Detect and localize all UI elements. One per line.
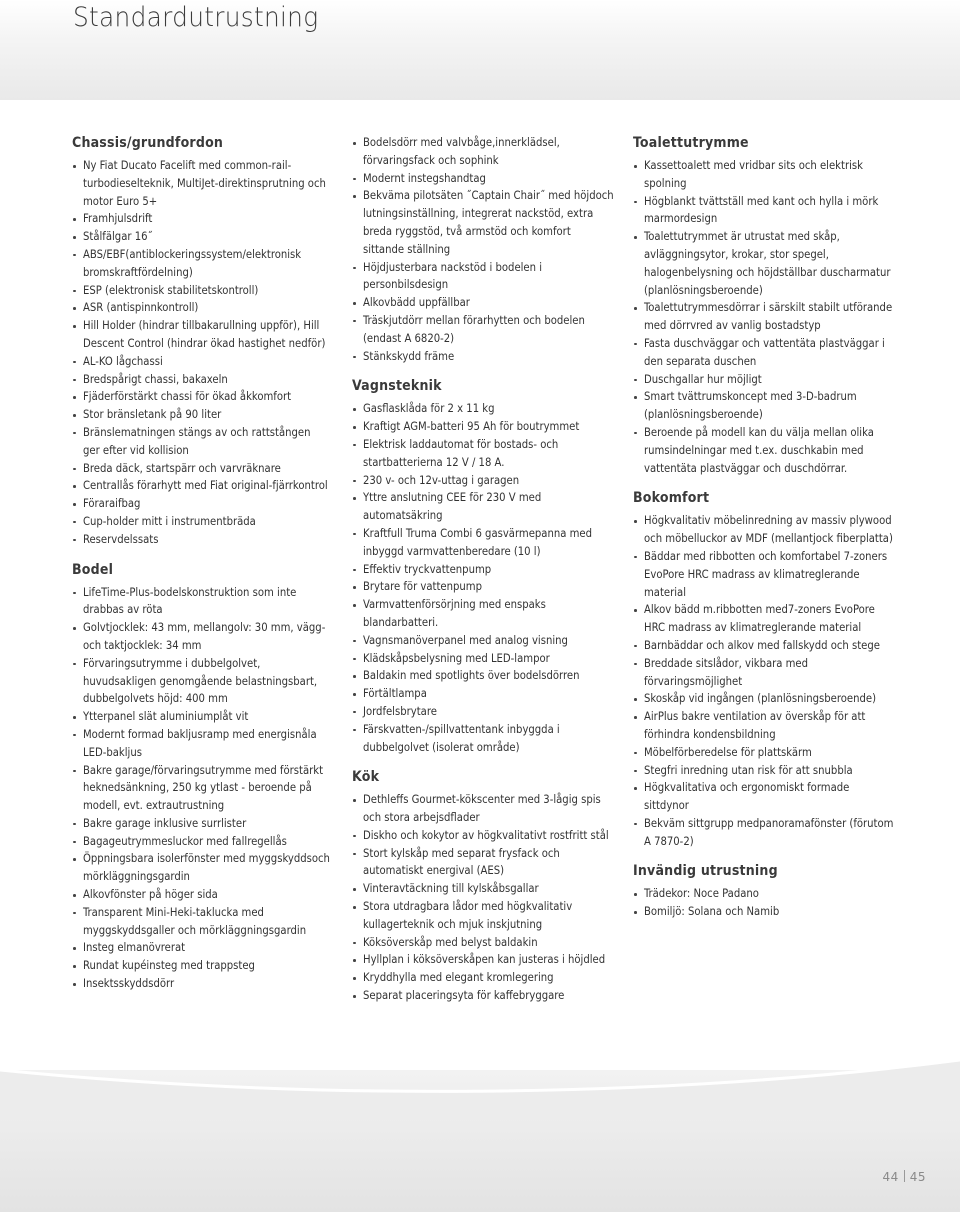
- list-item: Bakre garage inklusive surrlister: [72, 815, 330, 833]
- list-item: Öppningsbara isolerfönster med myggskyddsoch mörkläggningsgardin: [72, 850, 330, 886]
- list-item: Reservdelssats: [72, 531, 330, 549]
- list-item: ABS/EBF(antiblockeringssystem/elektronisk bromskraftfördelning): [72, 246, 330, 282]
- footer-swoosh: [0, 1060, 960, 1120]
- list-item: Framhjulsdrift: [72, 210, 330, 228]
- list-item: Förtältlampa: [352, 685, 614, 703]
- list-item: Skoskåp vid ingången (planlösningsberoende): [633, 690, 895, 708]
- list-item: Högkvalitativa och ergonomiskt formade sittdynor: [633, 779, 895, 815]
- list-item: Hill Holder (hindrar tillbakarullning uppför), Hill Descent Control (hindrar ökad hastighet nedför): [72, 317, 330, 353]
- list-item: Stort kylskåp med separat frysfack och automatiskt energival (AES): [352, 845, 614, 881]
- list-item: Modernt instegshandtag: [352, 170, 614, 188]
- list-item: Beroende på modell kan du välja mellan olika rumsindelningar med t.ex. duschkabin med vattentäta plastväggar och duschdörrar.: [633, 424, 895, 477]
- list-item: Bodelsdörr med valvbåge,innerklädsel, förvaringsfack och sophink: [352, 134, 614, 170]
- list-item: Ny Fiat Ducato Facelift med common-rail-turbodieselteknik, MultiJet-direktinsprutning och motor Euro 5+: [72, 157, 330, 210]
- list-item: Bakre garage/förvaringsutrymme med förstärkt heknedsänkning, 250 kg ytlast - beroende på modell, evt. extrautrustning: [72, 762, 330, 815]
- page-title: Standardutrustning: [73, 2, 319, 33]
- list-item: Alkov bädd m.ribbotten med7-zoners EvoPore HRC madrass av klimatreglerande material: [633, 601, 895, 637]
- list-item: Stegfri inredning utan risk för att snubbla: [633, 762, 895, 780]
- item-list: [352, 791, 614, 1005]
- section-heading: Bokomfort: [633, 490, 710, 507]
- list-item: Möbelförberedelse för plattskärm: [633, 744, 895, 762]
- item-list: [72, 584, 330, 993]
- section-kok: [352, 768, 614, 1005]
- section-chassis: [72, 134, 330, 549]
- item-list: [633, 885, 895, 921]
- column-middle: [352, 134, 614, 1017]
- section-bokomfort: [633, 489, 895, 850]
- list-item: Bäddar med ribbotten och komfortabel 7-zoners EvoPore HRC madrass av klimatreglerande material: [633, 548, 895, 601]
- list-item: Cup-holder mitt i instrumentbräda: [72, 513, 330, 531]
- section-vagnsteknik: [352, 377, 614, 756]
- list-item: Toalettutrymmesdörrar i särskilt stabilt utförande med dörrvred av vanlig bostadstyp: [633, 299, 895, 335]
- list-item: Gasflasklåda för 2 x 11 kg: [352, 400, 614, 418]
- list-item: AL-KO lågchassi: [72, 353, 330, 371]
- list-item: Stålfälgar 16˝: [72, 228, 330, 246]
- list-item: Toalettutrymmet är utrustat med skåp, avläggningsytor, krokar, stor spegel, halogenbelysning och höjdställbar duscharmatur (planlösningsberoende): [633, 228, 895, 299]
- list-item: Brytare för vattenpump: [352, 578, 614, 596]
- section-heading: Chassis/grundfordon: [72, 135, 224, 151]
- list-item: Trädekor: Noce Padano: [633, 885, 895, 903]
- list-item: Stora utdragbara lådor med högkvalitativ kullagerteknik och mjuk inskjutning: [352, 898, 614, 934]
- list-item: LifeTime-Plus-bodelskonstruktion som inte drabbas av röta: [72, 584, 330, 620]
- list-item: Bränslematningen stängs av och rattstången ger efter vid kollision: [72, 424, 330, 460]
- list-item: Kraftfull Truma Combi 6 gasvärmepanna med inbyggd varmvattenberedare (10 l): [352, 525, 614, 561]
- list-item: Centrallås förarhytt med Fiat original-fjärrkontrol: [72, 477, 330, 495]
- list-item: Jordfelsbrytare: [352, 703, 614, 721]
- page-numbers: [882, 1170, 926, 1184]
- list-item: Bomiljö: Solana och Namib: [633, 903, 895, 921]
- section-heading: Kök: [352, 769, 380, 786]
- list-item: Alkovbädd uppfällbar: [352, 294, 614, 312]
- column-right: [633, 134, 895, 933]
- list-item: Klädskåpsbelysning med LED-lampor: [352, 650, 614, 668]
- section-toalettutrymme: [633, 134, 895, 477]
- list-item: Diskho och kokytor av högkvalitativt rostfritt stål: [352, 827, 614, 845]
- list-item: Bekväma pilotsäten ˝Captain Chair˝ med höjdoch lutningsinställning, integrerat nackstöd, extra breda ryggstöd, två armstöd och komfort sittande ställning: [352, 187, 614, 258]
- list-item: Barnbäddar och alkov med fallskydd och stege: [633, 637, 895, 655]
- item-list: [352, 400, 614, 756]
- list-item: Kassettoalett med vridbar sits och elektrisk spolning: [633, 157, 895, 193]
- list-item: Bagageutrymmesluckor med fallregellås: [72, 833, 330, 851]
- list-item: Högblankt tvättställ med kant och hylla i mörk marmordesign: [633, 193, 895, 229]
- list-item: Modernt formad bakljusramp med energisnåla LED-bakljus: [72, 726, 330, 762]
- page-number-left: 44: [882, 1170, 899, 1184]
- list-item: 230 v- och 12v-uttag i garagen: [352, 472, 614, 490]
- list-item: Vinteravtäckning till kylskåbsgallar: [352, 880, 614, 898]
- list-item: Färskvatten-/spillvattentank inbyggda i dubbelgolvet (isolerat område): [352, 721, 614, 757]
- list-item: Smart tvättrumskoncept med 3-D-badrum (planlösningsberoende): [633, 388, 895, 424]
- list-item: Elektrisk laddautomat för bostads- och startbatterierna 12 V / 18 A.: [352, 436, 614, 472]
- section-invandig-utrustning: [633, 862, 895, 921]
- list-item: Ytterpanel slät aluminiumplåt vit: [72, 708, 330, 726]
- list-item: Hyllplan i köksöverskåpen kan justeras i höjdled: [352, 951, 614, 969]
- list-item: Yttre anslutning CEE för 230 V med automatsäkring: [352, 489, 614, 525]
- column-left: [72, 134, 330, 1005]
- list-item: Alkovfönster på höger sida: [72, 886, 330, 904]
- list-item: Kraftigt AGM-batteri 95 Ah för boutrymmet: [352, 418, 614, 436]
- list-item: Breddade sitslådor, vikbara med förvaringsmöjlighet: [633, 655, 895, 691]
- item-list: [72, 157, 330, 549]
- list-item: Insektsskyddsdörr: [72, 975, 330, 993]
- page-number-right: 45: [909, 1170, 926, 1184]
- list-item: Varmvattenförsörjning med enspaks blandarbatteri.: [352, 596, 614, 632]
- list-item: Rundat kupéinsteg med trappsteg: [72, 957, 330, 975]
- list-item: Föraraifbag: [72, 495, 330, 513]
- list-item: Breda däck, startspärr och varvräknare: [72, 460, 330, 478]
- list-item: Duschgallar hur möjligt: [633, 371, 895, 389]
- section-heading: Bodel: [72, 561, 114, 578]
- list-item: Dethleffs Gourmet-kökscenter med 3-lågig spis och stora arbejsdflader: [352, 791, 614, 827]
- item-list: [633, 157, 895, 477]
- list-item: Stor bränsletank på 90 liter: [72, 406, 330, 424]
- list-item: Fasta duschväggar och vattentäta plastväggar i den separata duschen: [633, 335, 895, 371]
- list-item: Insteg elmanövrerat: [72, 939, 330, 957]
- section-bodel-continued: [352, 134, 614, 365]
- list-item: ASR (antispinnkontroll): [72, 299, 330, 317]
- section-heading: Invändig utrustning: [633, 863, 778, 880]
- section-heading: Vagnsteknik: [352, 378, 442, 395]
- list-item: Bredspårigt chassi, bakaxeln: [72, 371, 330, 389]
- list-item: Bekväm sittgrupp medpanoramafönster (förutom A 7870-2): [633, 815, 895, 851]
- list-item: Effektiv tryckvattenpump: [352, 561, 614, 579]
- list-item: Separat placeringsyta för kaffebryggare: [352, 987, 614, 1005]
- list-item: Köksöverskåp med belyst baldakin: [352, 934, 614, 952]
- list-item: AirPlus bakre ventilation av överskåp för att förhindra kondensbildning: [633, 708, 895, 744]
- section-heading: Toalettutrymme: [633, 135, 749, 151]
- list-item: Fjäderförstärkt chassi för ökad åkkomfort: [72, 388, 330, 406]
- list-item: Höjdjusterbara nackstöd i bodelen i personbilsdesign: [352, 259, 614, 295]
- list-item: Baldakin med spotlights över bodelsdörren: [352, 667, 614, 685]
- list-item: Förvaringsutrymme i dubbelgolvet, huvudsakligen genomgående belastningsbart, dubbelgolvets höjd: 400 mm: [72, 655, 330, 708]
- list-item: Kryddhylla med elegant kromlegering: [352, 969, 614, 987]
- list-item: Transparent Mini-Heki-taklucka med myggskyddsgaller och mörkläggningsgardin: [72, 904, 330, 940]
- list-item: Stänkskydd främe: [352, 348, 614, 366]
- item-list: [633, 512, 895, 850]
- list-item: ESP (elektronisk stabilitetskontroll): [72, 282, 330, 300]
- page-number-separator: [904, 1170, 905, 1182]
- list-item: Högkvalitativ möbelinredning av massiv plywood och möbelluckor av MDF (mellantjock fiberplatta): [633, 512, 895, 548]
- list-item: Golvtjocklek: 43 mm, mellangolv: 30 mm, vägg- och taktjocklek: 34 mm: [72, 619, 330, 655]
- section-bodel: [72, 561, 330, 993]
- list-item: Vagnsmanöverpanel med analog visning: [352, 632, 614, 650]
- list-item: Träskjutdörr mellan förarhytten och bodelen (endast A 6820-2): [352, 312, 614, 348]
- item-list: [352, 134, 614, 365]
